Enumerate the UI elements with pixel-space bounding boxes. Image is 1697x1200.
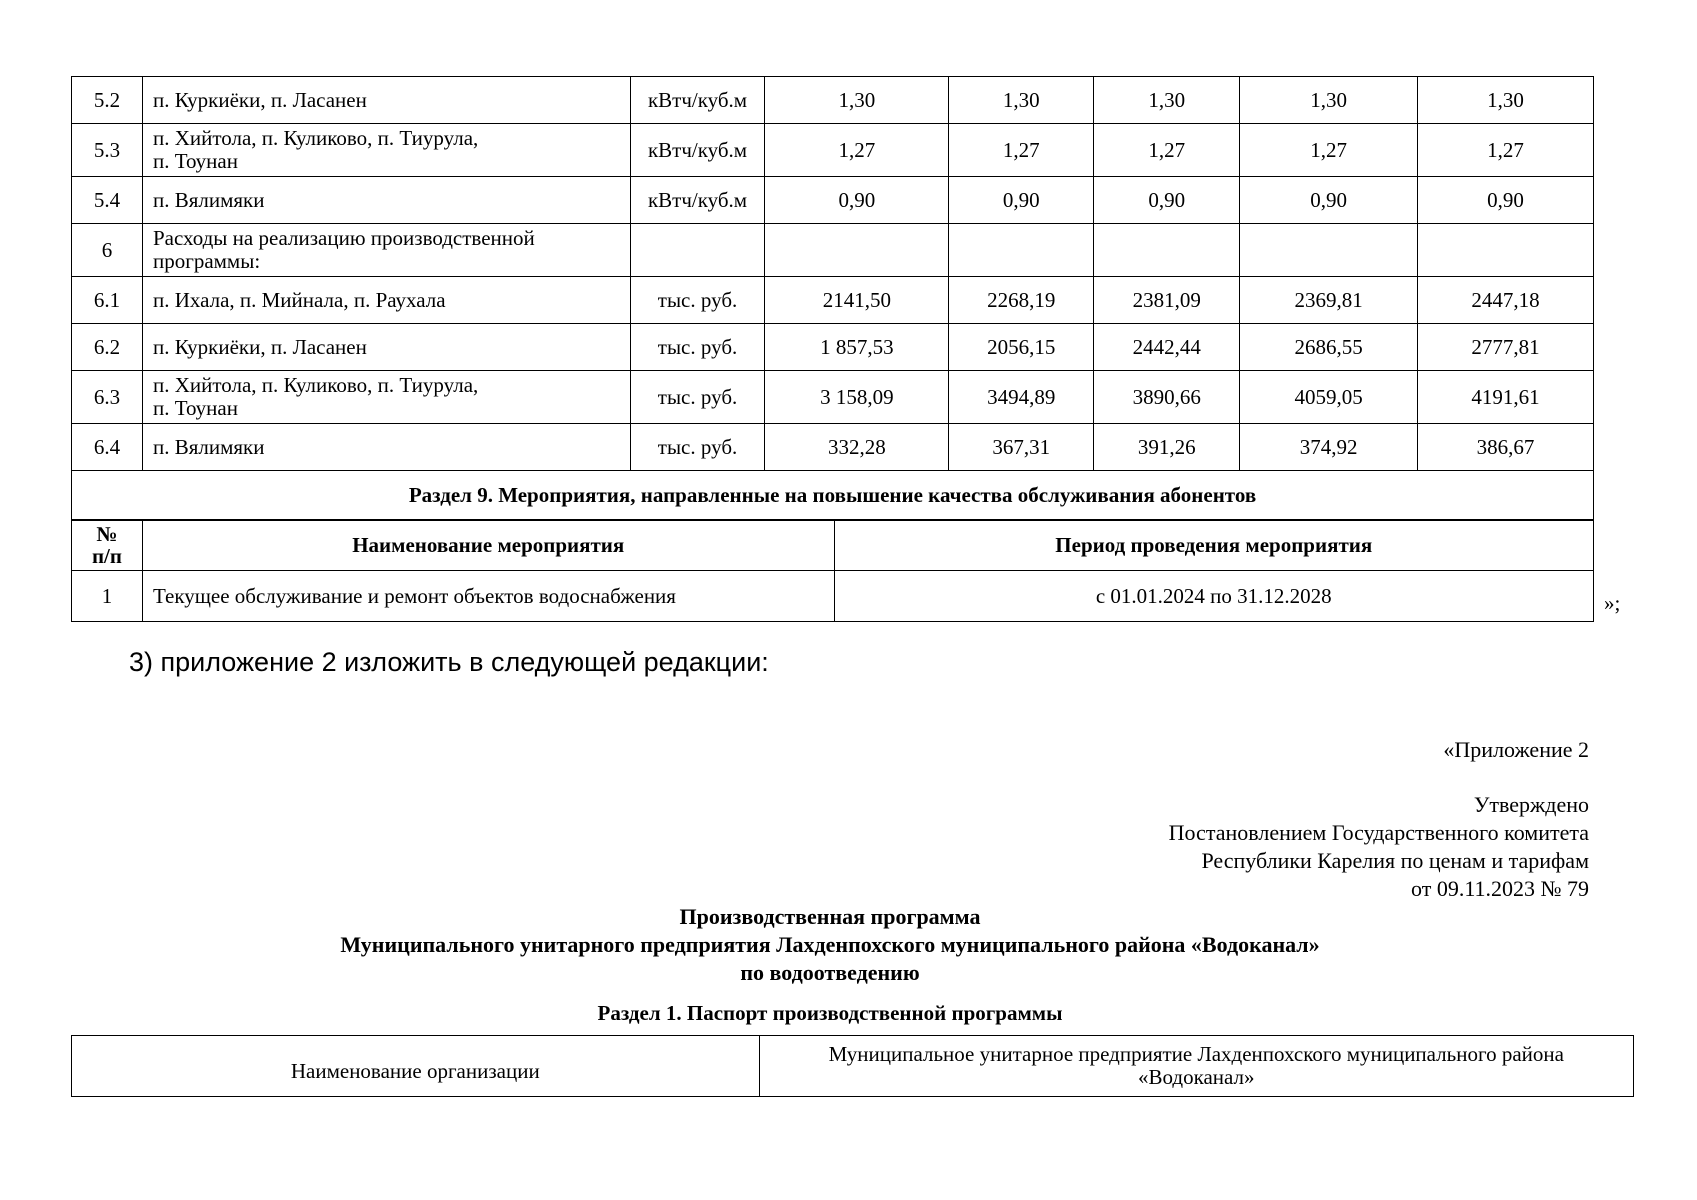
indicator-row (72, 124, 1594, 177)
section-1-title: Раздел 1. Паспорт производственной программы (597, 1001, 1063, 1025)
appendix-label: «Приложение 2 (1443, 737, 1589, 762)
row-value-3: 2381,09 (1094, 277, 1240, 324)
indicator-row (72, 177, 1594, 224)
row-value-1: 332,28 (765, 424, 949, 471)
row-value-3: 391,26 (1094, 424, 1240, 471)
passport-label: Наименование организации (72, 1036, 760, 1097)
approval-line-1: Утверждено (1473, 792, 1589, 817)
indicator-row (72, 371, 1594, 424)
row-value-5 (1418, 224, 1594, 277)
indicators-body (72, 77, 1594, 521)
row-value-2: 367,31 (949, 424, 1094, 471)
row-value-2: 1,27 (949, 124, 1094, 177)
row-value-4: 374,92 (1240, 424, 1418, 471)
program-title-line-1: Производственная программа (679, 904, 981, 929)
row-value-4 (1240, 224, 1418, 277)
approval-block (1169, 791, 1589, 903)
row-value-1: 0,90 (765, 177, 949, 224)
indicator-row (72, 424, 1594, 471)
row-value-4: 0,90 (1240, 177, 1418, 224)
row-number: 6.2 (72, 324, 143, 371)
indicator-row (72, 277, 1594, 324)
row-value-1: 1 857,53 (765, 324, 949, 371)
approval-line-3: Республики Карелия по ценам и тарифам (1201, 848, 1589, 873)
row-value-2: 2056,15 (949, 324, 1094, 371)
row-value-2: 2268,19 (949, 277, 1094, 324)
row-value-1: 2141,50 (765, 277, 949, 324)
row-value-5: 2447,18 (1418, 277, 1594, 324)
events-header-num: № п/п (72, 520, 143, 571)
row-name: п. Куркиёки, п. Ласанен (142, 77, 630, 124)
row-unit (630, 224, 765, 277)
row-name: п. Вялимяки (142, 177, 630, 224)
row-value-3: 1,27 (1094, 124, 1240, 177)
row-value-3: 3890,66 (1094, 371, 1240, 424)
program-title-line-3: по водоотведению (740, 960, 920, 985)
row-value-5: 386,67 (1418, 424, 1594, 471)
events-header-period: Период проведения мероприятия (834, 520, 1593, 571)
row-value-4: 1,30 (1240, 77, 1418, 124)
amendment-item-3: 3) приложение 2 изложить в следующей редакции: (129, 647, 769, 677)
row-value-5: 1,30 (1418, 77, 1594, 124)
event-name: Текущее обслуживание и ремонт объектов водоснабжения (142, 571, 834, 622)
row-value-5: 0,90 (1418, 177, 1594, 224)
row-value-1: 1,30 (765, 77, 949, 124)
program-title (0, 903, 1660, 987)
event-num: 1 (72, 571, 143, 622)
row-value-2 (949, 224, 1094, 277)
row-value-3: 0,90 (1094, 177, 1240, 224)
row-value-4: 4059,05 (1240, 371, 1418, 424)
row-value-3: 1,30 (1094, 77, 1240, 124)
row-value-3 (1094, 224, 1240, 277)
event-period: с 01.01.2024 по 31.12.2028 (834, 571, 1593, 622)
row-value-4: 2686,55 (1240, 324, 1418, 371)
row-value-1: 1,27 (765, 124, 949, 177)
events-header-row (72, 520, 1594, 571)
row-value-5: 4191,61 (1418, 371, 1594, 424)
approval-line-4: от 09.11.2023 № 79 (1411, 876, 1589, 901)
closing-quote: »; (1604, 591, 1621, 615)
row-name: п. Вялимяки (142, 424, 630, 471)
section-9-row (72, 471, 1594, 521)
row-number: 6.3 (72, 371, 143, 424)
row-number: 5.4 (72, 177, 143, 224)
row-value-4: 1,27 (1240, 124, 1418, 177)
events-table (71, 519, 1594, 622)
row-unit: кВтч/куб.м (630, 177, 765, 224)
row-name: Расходы на реализацию производственной программы: (142, 224, 630, 277)
row-value-5: 1,27 (1418, 124, 1594, 177)
row-name: п. Хийтола, п. Куликово, п. Тиурула, п. Тоунан (142, 124, 630, 177)
row-value-2: 0,90 (949, 177, 1094, 224)
row-name: п. Ихала, п. Мийнала, п. Раухала (142, 277, 630, 324)
row-number: 6.4 (72, 424, 143, 471)
row-name: п. Хийтола, п. Куликово, п. Тиурула, п. Тоунан (142, 371, 630, 424)
row-unit: тыс. руб. (630, 371, 765, 424)
approval-line-2: Постановлением Государственного комитета (1168, 820, 1589, 845)
events-row (72, 571, 1594, 622)
row-value-3: 2442,44 (1094, 324, 1240, 371)
program-title-line-2: Муниципального унитарного предприятия Лахденпохского муниципального района «Водоканал» (340, 932, 1320, 957)
row-value-2: 1,30 (949, 77, 1094, 124)
events-header-name: Наименование мероприятия (142, 520, 834, 571)
indicator-row (72, 224, 1594, 277)
row-unit: кВтч/куб.м (630, 124, 765, 177)
row-value-1 (765, 224, 949, 277)
row-number: 5.2 (72, 77, 143, 124)
indicator-row (72, 324, 1594, 371)
row-unit: тыс. руб. (630, 424, 765, 471)
row-number: 5.3 (72, 124, 143, 177)
row-value-5: 2777,81 (1418, 324, 1594, 371)
passport-table (71, 1035, 1634, 1097)
row-unit: тыс. руб. (630, 277, 765, 324)
section-9-title: Раздел 9. Мероприятия, направленные на повышение качества обслуживания абонентов (72, 471, 1594, 521)
indicators-table (71, 76, 1594, 521)
row-name: п. Куркиёки, п. Ласанен (142, 324, 630, 371)
row-number: 6 (72, 224, 143, 277)
row-number: 6.1 (72, 277, 143, 324)
passport-row (72, 1036, 1634, 1097)
row-unit: кВтч/куб.м (630, 77, 765, 124)
row-value-4: 2369,81 (1240, 277, 1418, 324)
row-unit: тыс. руб. (630, 324, 765, 371)
row-value-2: 3494,89 (949, 371, 1094, 424)
passport-value: Муниципальное унитарное предприятие Лахденпохского муниципального района «Водоканал» (759, 1036, 1633, 1097)
indicator-row (72, 77, 1594, 124)
row-value-1: 3 158,09 (765, 371, 949, 424)
